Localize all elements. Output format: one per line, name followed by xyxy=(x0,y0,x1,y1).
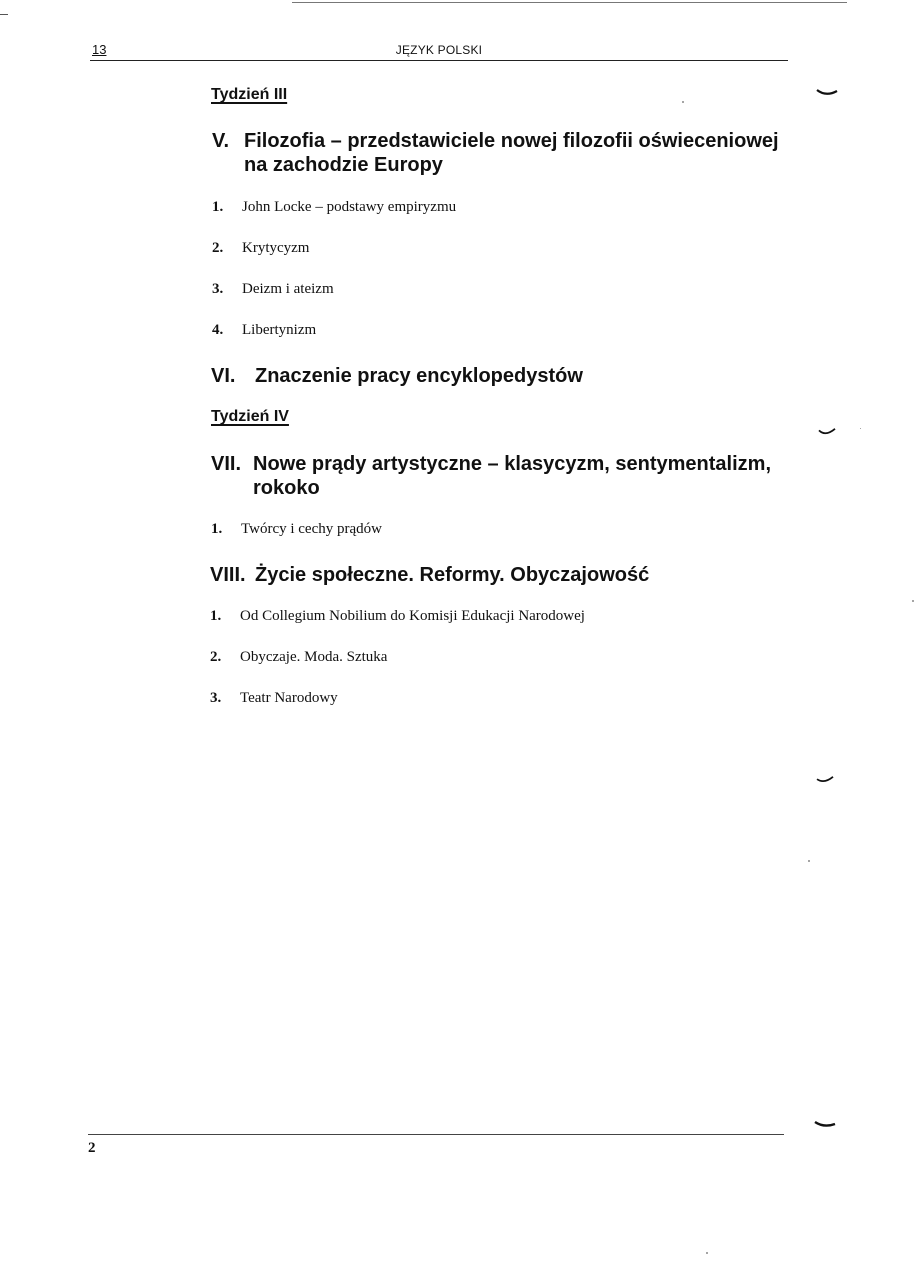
item-number: 2. xyxy=(212,240,224,256)
week-heading-4: Tydzień IV xyxy=(211,408,289,425)
item-number: 3. xyxy=(210,690,222,706)
section-title xyxy=(244,129,792,177)
list-item xyxy=(210,649,387,666)
section-number: VII. xyxy=(211,453,242,475)
section-heading-8 xyxy=(210,563,790,587)
section-heading-6 xyxy=(211,364,791,388)
list-item xyxy=(211,521,382,538)
scan-edge-tick xyxy=(0,14,8,15)
item-text: Teatr Narodowy xyxy=(240,690,338,706)
item-text: Obyczaje. Moda. Sztuka xyxy=(240,649,388,665)
section-number: VIII. xyxy=(210,564,246,586)
running-header xyxy=(90,42,788,61)
item-number: 1. xyxy=(212,199,224,215)
scan-speck xyxy=(860,428,861,429)
item-text: Krytycyzm xyxy=(242,240,310,256)
list-item xyxy=(212,322,316,339)
footer-rule xyxy=(88,1134,784,1135)
item-number: 1. xyxy=(211,521,223,537)
binder-mark-icon xyxy=(814,1120,836,1128)
section-heading-5 xyxy=(212,129,792,177)
list-item xyxy=(212,199,456,216)
section-title: Życie społeczne. Reformy. Obyczajowość xyxy=(255,564,650,586)
item-number: 3. xyxy=(212,281,224,297)
scan-speck xyxy=(808,860,810,862)
list-item xyxy=(212,281,334,298)
section-title xyxy=(253,452,791,500)
section-title-line: na zachodzie Europy xyxy=(244,154,443,176)
footer-page-number: 2 xyxy=(88,1140,96,1156)
section-title-line: Nowe prądy artystyczne – klasycyzm, sentymentalizm, xyxy=(253,453,772,475)
item-number: 1. xyxy=(210,608,222,624)
item-text: Deizm i ateizm xyxy=(242,281,334,297)
week-heading-3: Tydzień III xyxy=(211,86,288,103)
item-text: John Locke – podstawy empiryzmu xyxy=(242,199,457,215)
item-text: Od Collegium Nobilium do Komisji Edukacji Narodowej xyxy=(240,608,585,624)
section-title-line: Filozofia – przedstawiciele nowej filozofii oświeceniowej xyxy=(244,130,779,152)
section-title-line: rokoko xyxy=(253,477,320,499)
scan-speck xyxy=(912,600,914,602)
section-number: VI. xyxy=(211,365,236,387)
item-number: 2. xyxy=(210,649,222,665)
list-item xyxy=(212,240,309,257)
section-number: V. xyxy=(212,130,230,152)
scan-edge-line xyxy=(292,2,847,3)
scan-speck xyxy=(682,101,684,103)
binder-mark-icon xyxy=(814,776,836,784)
list-item xyxy=(210,608,585,625)
item-number: 4. xyxy=(212,322,224,338)
section-heading-7 xyxy=(211,452,791,500)
item-text: Twórcy i cechy prądów xyxy=(241,521,382,537)
list-item xyxy=(210,690,338,707)
section-title: Znaczenie pracy encyklopedystów xyxy=(255,365,583,387)
header-page-number: 13 xyxy=(92,42,107,57)
item-text: Libertynizm xyxy=(242,322,317,338)
binder-mark-icon xyxy=(816,88,838,96)
binder-mark-icon xyxy=(816,428,838,436)
scan-speck xyxy=(706,1252,708,1254)
header-title: JĘZYK POLSKI xyxy=(395,43,483,57)
